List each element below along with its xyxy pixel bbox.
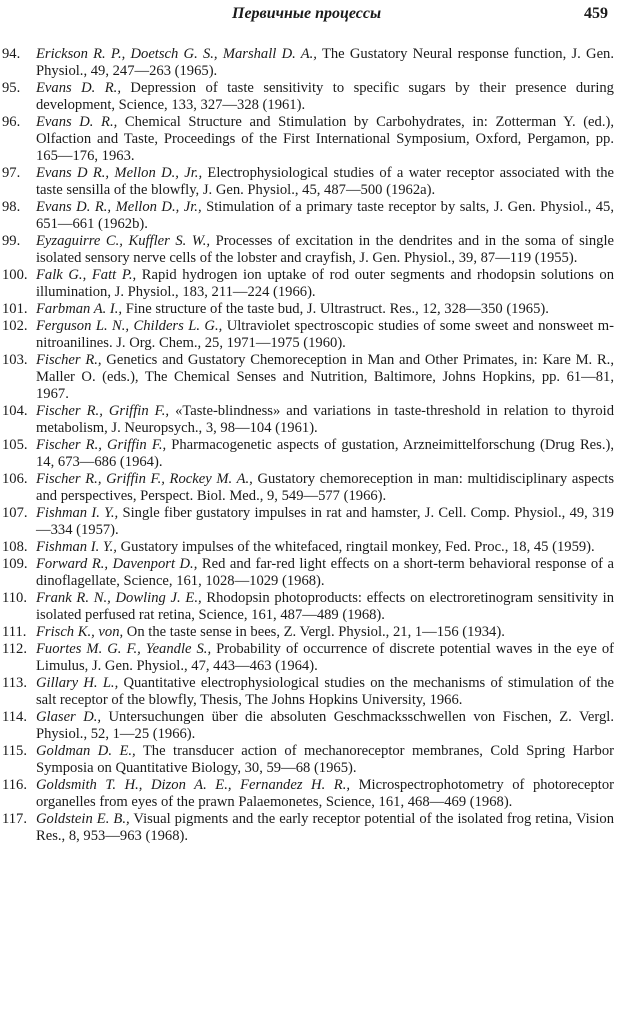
reference-item [0,624,620,641]
reference-number: 114. [2,709,27,725]
reference-number: 108. [2,539,28,555]
reference-authors: Evans D. R., [36,114,118,130]
reference-number: 115. [2,743,27,759]
reference-text: Depression of taste sensitivity to specific sugars by their presence during development, Science, 133, 327—328 (1961). [36,80,614,113]
reference-authors: Fishman I. Y., [36,539,117,555]
reference-text: Processes of excitation in the dendrites and in the soma of single isolated sensory nerve cells of the lobster and crayfish, J. Gen. Physiol., 39, 87—119 (1955). [36,233,614,266]
reference-number: 104. [2,403,28,419]
reference-authors: Eyzaguirre C., Kuffler S. W., [36,233,211,249]
reference-item [0,46,620,80]
reference-number: 111. [2,624,27,640]
reference-number: 101. [2,301,28,317]
reference-text: Microspectrophotometry of photoreceptor organelles from eyes of the prawn Palaemonetes, Science, 161, 468—469 (1968). [36,777,614,810]
reference-number: 106. [2,471,28,487]
reference-text: «Taste-blindness» and variations in taste-threshold in relation to thyroid metabolism, J. Neuropsych., 3, 98—104 (1961). [36,403,614,436]
reference-item [0,811,620,845]
reference-text: Chemical Structure and Stimulation by Carbohydrates, in: Zotterman Y. (ed.), Olfaction and Taste, Proceedings of the First International Symposium, Oxford, Pergamon, pp. 165—176, 1963. [36,114,614,164]
reference-item [0,590,620,624]
reference-item [0,539,620,556]
reference-list [0,46,620,845]
reference-number: 95. [2,80,21,96]
reference-authors: Glaser D., [36,709,102,725]
reference-authors: Fuortes M. G. F., Yeandle S., [36,641,212,657]
reference-text: Genetics and Gustatory Chemoreception in Man and Other Primates, in: Kare M. R., Maller O. (eds.), The Chemical Senses and Nutrition, Baltimore, Johns Hopkins, pp. 61—81, 1967. [36,352,614,402]
reference-number: 113. [2,675,27,691]
reference-item [0,505,620,539]
reference-number: 98. [2,199,21,215]
reference-authors: Evans D R., Mellon D., Jr., [36,165,203,181]
reference-item [0,233,620,267]
reference-item [0,777,620,811]
reference-item [0,352,620,403]
reference-authors: Frisch K., von, [36,624,124,640]
reference-text: Rhodopsin photoproducts: effects on electroretinogram sensitivity in isolated perfused rat retina, Science, 161, 487—489 (1968). [36,590,614,623]
reference-authors: Frank R. N., Dowling J. E., [36,590,202,606]
reference-number: 117. [2,811,27,827]
reference-text: Rapid hydrogen ion uptake of rod outer segments and rhodopsin solutions on illumination, J. Physiol., 183, 211—224 (1966). [36,267,614,300]
reference-text: Ultraviolet spectroscopic studies of some sweet and nonsweet m-nitroanilines. J. Org. Chem., 25, 1971—1975 (1960). [36,318,614,351]
reference-text: Single fiber gustatory impulses in rat and hamster, J. Cell. Comp. Physiol., 49, 319—334 (1957). [36,505,614,538]
reference-item [0,165,620,199]
reference-item [0,437,620,471]
reference-number: 99. [2,233,21,249]
reference-item [0,709,620,743]
reference-item [0,80,620,114]
reference-number: 100. [2,267,28,283]
reference-text: Probability of occurrence of discrete potential waves in the eye of Limulus, J. Gen. Physiol., 47, 443—463 (1964). [36,641,614,674]
reference-authors: Fischer R., Griffin F., [36,437,167,453]
reference-item [0,743,620,777]
reference-text: Fine structure of the taste bud, J. Ultrastruct. Res., 12, 328—350 (1965). [122,301,549,317]
reference-item [0,199,620,233]
reference-number: 94. [2,46,21,62]
reference-item [0,114,620,165]
reference-number: 97. [2,165,21,181]
reference-text: Red and far-red light effects on a short-term behavioral response of a dinoflagellate, Science, 161, 1028—1029 (1968). [36,556,614,589]
reference-text: Visual pigments and the early receptor potential of the isolated frog retina, Vision Res., 8, 953—963 (1968). [36,811,614,844]
reference-authors: Evans D. R., Mellon D., Jr., [36,199,202,215]
reference-authors: Gillary H. L., [36,675,119,691]
reference-authors: Fischer R., [36,352,102,368]
reference-text: Pharmacogenetic aspects of gustation, Arzneimittelforschung (Drug Res.), 14, 673—686 (1964). [36,437,614,470]
reference-item [0,471,620,505]
reference-authors: Goldman D. E., [36,743,136,759]
reference-text: The transducer action of mechanoreceptor membranes, Cold Spring Harbor Symposia on Quantitative Biology, 30, 59—68 (1965). [36,743,614,776]
reference-item [0,675,620,709]
reference-number: 116. [2,777,27,793]
page-number: 459 [584,5,608,22]
reference-number: 112. [2,641,27,657]
reference-authors: Goldsmith T. H., Dizon A. E., Fernandez H. R., [36,777,351,793]
reference-authors: Forward R., Davenport D., [36,556,198,572]
reference-authors: Fischer R., Griffin F., Rockey M. A., [36,471,253,487]
reference-authors: Ferguson L. N., Childers L. G., [36,318,223,334]
reference-authors: Farbman A. I., [36,301,123,317]
reference-item [0,267,620,301]
reference-number: 105. [2,437,28,453]
reference-authors: Falk G., Fatt P., [36,267,137,283]
reference-item [0,318,620,352]
running-header [0,5,620,27]
reference-item [0,556,620,590]
reference-text: Electrophysiological studies of a water receptor associated with the taste sensilla of the blowfly, J. Gen. Physiol., 45, 487—500 (1962a). [36,165,614,198]
reference-number: 103. [2,352,28,368]
reference-authors: Goldstein E. B., [36,811,130,827]
reference-number: 102. [2,318,28,334]
reference-item [0,403,620,437]
reference-text: Gustatory chemoreception in man: multidisciplinary aspects and perspectives, Perspect. Biol. Med., 9, 549—577 (1966). [36,471,614,504]
running-title: Первичные процессы [232,5,382,22]
reference-text: On the taste sense in bees, Z. Vergl. Physiol., 21, 1—156 (1934). [123,624,505,640]
reference-item [0,301,620,318]
reference-text: Untersuchungen über die absoluten Geschmacksschwellen von Fischen, Z. Vergl. Physiol., 52, 1—25 (1966). [36,709,614,742]
reference-text: Gustatory impulses of the whitefaced, ringtail monkey, Fed. Proc., 18, 45 (1959). [116,539,595,555]
reference-authors: Fischer R., Griffin F., [36,403,170,419]
reference-text: Quantitative electrophysiological studies on the mechanisms of stimulation of the salt receptor of the blowfly, Thesis, The Johns Hopkins University, 1966. [36,675,614,708]
reference-number: 107. [2,505,28,521]
reference-number: 96. [2,114,21,130]
reference-text: Stimulation of a primary taste receptor by salts, J. Gen. Physiol., 45, 651—661 (1962b). [36,199,614,232]
reference-authors: Fishman I. Y., [36,505,119,521]
reference-item [0,641,620,675]
reference-number: 109. [2,556,28,572]
reference-number: 110. [2,590,27,606]
reference-authors: Evans D. R., [36,80,121,96]
reference-authors: Erickson R. P., Doetsch G. S., Marshall D. A., [36,46,317,62]
reference-text: The Gustatory Neural response function, J. Gen. Physiol., 49, 247—263 (1965). [36,46,614,79]
